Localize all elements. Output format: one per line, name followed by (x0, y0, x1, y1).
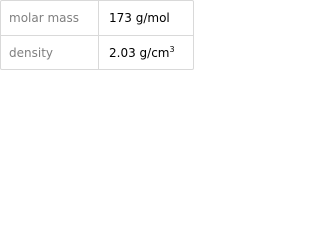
property-label: molar mass (9, 11, 80, 25)
property-value (109, 36, 175, 70)
property-label: density (9, 46, 53, 60)
unit-exponent: 3 (169, 45, 175, 54)
value-base: 2.03 g/cm (109, 46, 170, 60)
table-row (1, 35, 193, 70)
table-row (1, 1, 193, 35)
property-value: 173 g/mol (109, 11, 170, 25)
properties-table (0, 0, 194, 70)
